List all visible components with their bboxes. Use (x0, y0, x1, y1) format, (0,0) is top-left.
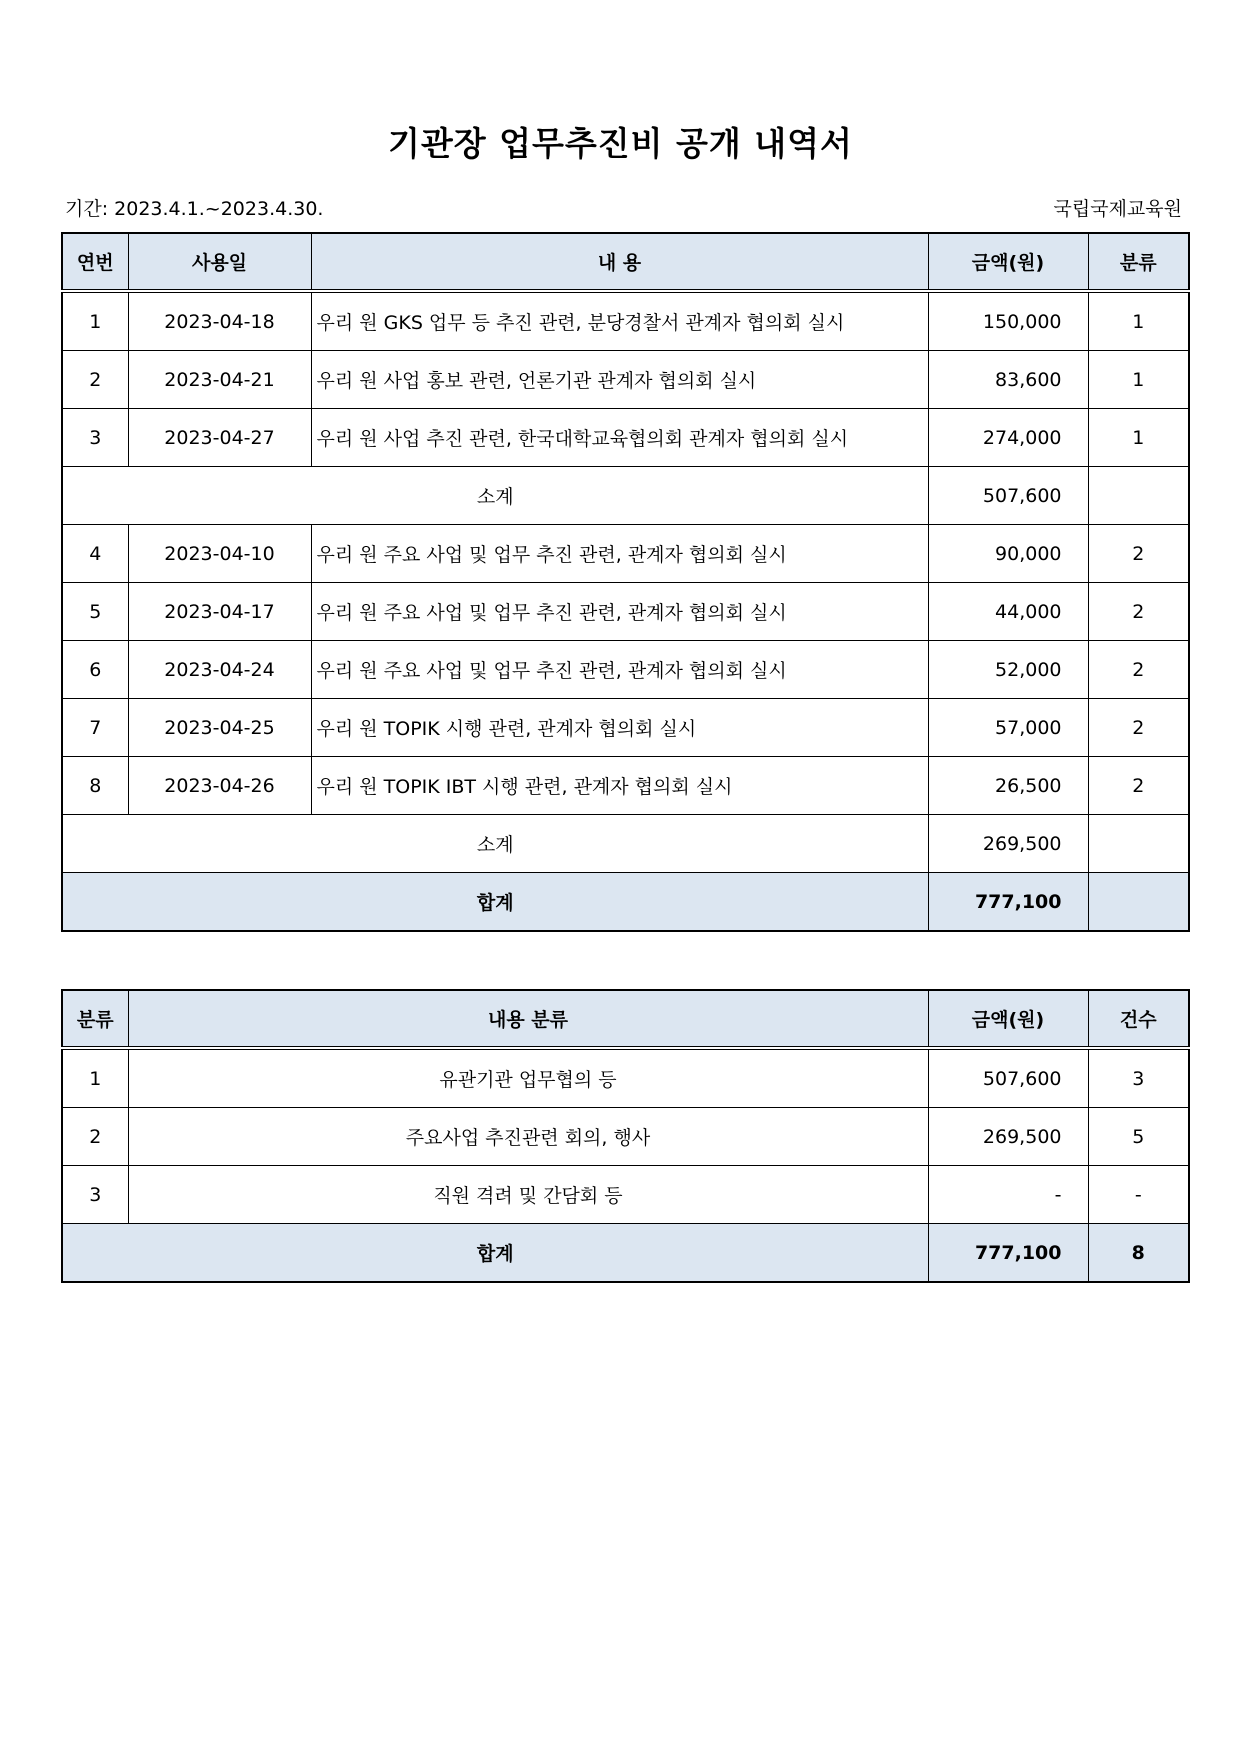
row-amount: 52,000 (928, 641, 1088, 699)
table-row (62, 641, 1189, 699)
subtotal-empty (1088, 815, 1189, 873)
total-label: 합계 (62, 1224, 928, 1283)
row-desc: 우리 원 TOPIK 시행 관련, 관계자 협의회 실시 (311, 699, 928, 757)
table-row (62, 291, 1189, 351)
total-row (62, 873, 1189, 932)
row-date: 2023-04-17 (128, 583, 311, 641)
row-desc: 우리 원 TOPIK IBT 시행 관련, 관계자 협의회 실시 (311, 757, 928, 815)
row-amount: 83,600 (928, 351, 1088, 409)
row-amount: - (928, 1166, 1088, 1224)
subtotal-amount: 269,500 (928, 815, 1088, 873)
row-category: 2 (1088, 641, 1189, 699)
category-table (61, 989, 1190, 1283)
period-label: 기간: 2023.4.1.~2023.4.30. (65, 198, 324, 220)
table-row (62, 1048, 1189, 1108)
header-category: 분류 (62, 990, 128, 1048)
header-category: 분류 (1088, 233, 1189, 291)
row-amount: 90,000 (928, 525, 1088, 583)
header-category-desc: 내용 분류 (128, 990, 928, 1048)
row-desc: 우리 원 주요 사업 및 업무 추진 관련, 관계자 협의회 실시 (311, 525, 928, 583)
document-title: 기관장 업무추진비 공개 내역서 (388, 124, 853, 163)
subtotal-amount: 507,600 (928, 467, 1088, 525)
row-date: 2023-04-21 (128, 351, 311, 409)
total-count: 8 (1088, 1224, 1189, 1283)
row-no: 4 (62, 525, 128, 583)
total-label: 합계 (62, 873, 928, 932)
table-row (62, 525, 1189, 583)
row-date: 2023-04-25 (128, 699, 311, 757)
row-category: 2 (1088, 525, 1189, 583)
table-row (62, 583, 1189, 641)
row-desc: 우리 원 사업 추진 관련, 한국대학교육협의회 관계자 협의회 실시 (311, 409, 928, 467)
row-amount: 269,500 (928, 1108, 1088, 1166)
row-amount: 507,600 (928, 1048, 1088, 1108)
header-amount: 금액(원) (928, 233, 1088, 291)
expense-table (61, 232, 1190, 932)
table-row (62, 699, 1189, 757)
row-desc: 우리 원 주요 사업 및 업무 추진 관련, 관계자 협의회 실시 (311, 583, 928, 641)
table-row (62, 409, 1189, 467)
table-row (62, 1108, 1189, 1166)
subtotal-row (62, 815, 1189, 873)
row-desc: 우리 원 GKS 업무 등 추진 관련, 분당경찰서 관계자 협의회 실시 (311, 291, 928, 351)
table-row (62, 757, 1189, 815)
row-category: 2 (62, 1108, 128, 1166)
row-category: 1 (1088, 409, 1189, 467)
row-category: 1 (1088, 351, 1189, 409)
row-desc: 우리 원 사업 홍보 관련, 언론기관 관계자 협의회 실시 (311, 351, 928, 409)
row-no: 2 (62, 351, 128, 409)
row-no: 7 (62, 699, 128, 757)
row-count: 3 (1088, 1048, 1189, 1108)
row-no: 5 (62, 583, 128, 641)
total-empty (1088, 873, 1189, 932)
row-date: 2023-04-24 (128, 641, 311, 699)
total-amount: 777,100 (928, 1224, 1088, 1283)
row-category-desc: 주요사업 추진관련 회의, 행사 (128, 1108, 928, 1166)
row-category: 2 (1088, 583, 1189, 641)
header-no: 연번 (62, 233, 128, 291)
category-table-header (62, 990, 1189, 1048)
header-date: 사용일 (128, 233, 311, 291)
row-no: 8 (62, 757, 128, 815)
row-category-desc: 유관기관 업무협의 등 (128, 1048, 928, 1108)
subtotal-row (62, 467, 1189, 525)
row-date: 2023-04-10 (128, 525, 311, 583)
header-amount: 금액(원) (928, 990, 1088, 1048)
row-amount: 26,500 (928, 757, 1088, 815)
subtotal-label: 소계 (62, 815, 928, 873)
row-count: 5 (1088, 1108, 1189, 1166)
row-category: 1 (1088, 291, 1189, 351)
subtotal-label: 소계 (62, 467, 928, 525)
row-no: 6 (62, 641, 128, 699)
row-date: 2023-04-27 (128, 409, 311, 467)
row-amount: 57,000 (928, 699, 1088, 757)
row-category: 2 (1088, 699, 1189, 757)
row-category: 2 (1088, 757, 1189, 815)
row-date: 2023-04-18 (128, 291, 311, 351)
row-date: 2023-04-26 (128, 757, 311, 815)
row-category: 3 (62, 1166, 128, 1224)
row-count: - (1088, 1166, 1189, 1224)
header-desc: 내 용 (311, 233, 928, 291)
header-count: 건수 (1088, 990, 1189, 1048)
row-no: 1 (62, 291, 128, 351)
expense-table-header (62, 233, 1189, 291)
total-row (62, 1224, 1189, 1283)
row-amount: 44,000 (928, 583, 1088, 641)
total-amount: 777,100 (928, 873, 1088, 932)
subtotal-empty (1088, 467, 1189, 525)
row-no: 3 (62, 409, 128, 467)
row-amount: 274,000 (928, 409, 1088, 467)
row-category: 1 (62, 1048, 128, 1108)
table-row (62, 1166, 1189, 1224)
organization-name: 국립국제교육원 (1053, 198, 1182, 220)
row-amount: 150,000 (928, 291, 1088, 351)
table-row (62, 351, 1189, 409)
row-desc: 우리 원 주요 사업 및 업무 추진 관련, 관계자 협의회 실시 (311, 641, 928, 699)
row-category-desc: 직원 격려 및 간담회 등 (128, 1166, 928, 1224)
